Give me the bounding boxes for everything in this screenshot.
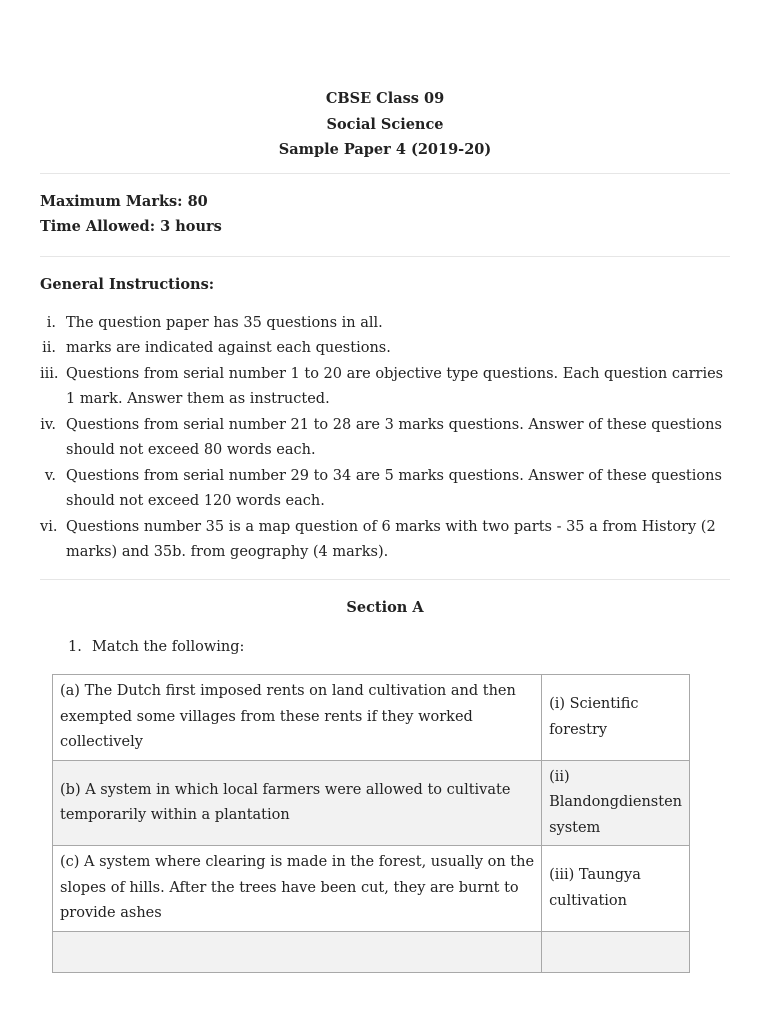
instruction-number: v. [44, 467, 56, 484]
section-title: Section A [346, 598, 424, 616]
instruction-item [40, 515, 730, 566]
instruction-text: Questions from serial number 21 to 28 are 3 marks questions. Answer of these questions should not exceed 80 words each. [66, 416, 722, 458]
time-allowed: Time Allowed: 3 hours [40, 218, 222, 235]
divider [40, 256, 730, 257]
match-left-cell [53, 932, 542, 973]
instruction-item [40, 336, 730, 362]
instruction-item [40, 311, 730, 337]
instruction-text: Questions number 35 is a map question of 6 marks with two parts - 35 a from History (2 marks) and 35b. from geography (4 marks). [66, 518, 716, 560]
question-1 [40, 635, 730, 659]
table-row [53, 932, 690, 973]
instructions-title: General Instructions: [40, 275, 215, 293]
instruction-number: iii. [40, 365, 59, 382]
match-left-cell: (b) A system in which local farmers were allowed to cultivate temporarily within a plantation [53, 761, 542, 846]
table-row [53, 846, 690, 932]
instruction-item [40, 464, 730, 515]
match-right-cell: (ii) Blandongdiensten system [542, 761, 690, 846]
paper-meta [40, 189, 730, 240]
instruction-item [40, 362, 730, 413]
match-table [52, 674, 690, 973]
table-row [53, 675, 690, 761]
document-page [40, 0, 730, 659]
maximum-marks: Maximum Marks: 80 [40, 192, 208, 210]
match-right-cell: (iii) Taungya cultivation [542, 846, 690, 932]
match-left-cell: (c) A system where clearing is made in the forest, usually on the slopes of hills. After the trees have been cut, they are burnt to provide ashes [53, 846, 542, 932]
instruction-number: ii. [42, 340, 56, 356]
header-subject: Social Science [326, 115, 444, 133]
paper-header [40, 86, 730, 163]
table-row [53, 761, 690, 846]
instruction-text: The question paper has 35 questions in all. [66, 314, 383, 331]
divider [40, 579, 730, 580]
instruction-number: iv. [40, 416, 56, 433]
instruction-number: vi. [40, 518, 58, 535]
match-left-cell: (a) The Dutch first imposed rents on land cultivation and then exempted some villages from these rents if they worked collectively [53, 675, 542, 761]
instruction-text: Questions from serial number 29 to 34 are 5 marks questions. Answer of these questions should not exceed 120 words each. [66, 467, 722, 509]
header-paper: Sample Paper 4 (2019-20) [278, 141, 492, 158]
question-text: Match the following: [92, 638, 245, 655]
instruction-text: Questions from serial number 1 to 20 are objective type questions. Each question carries 1 mark. Answer them as instructed. [66, 365, 724, 407]
question-number: 1. [68, 638, 82, 655]
match-right-cell: (i) Scientific forestry [542, 675, 690, 761]
match-right-cell [542, 932, 690, 973]
divider [40, 173, 730, 174]
instructions-list [40, 311, 730, 566]
instruction-text: marks are indicated against each questions. [66, 340, 391, 356]
instruction-number: i. [46, 314, 56, 331]
header-class: CBSE Class 09 [325, 90, 445, 107]
instruction-item [40, 413, 730, 464]
